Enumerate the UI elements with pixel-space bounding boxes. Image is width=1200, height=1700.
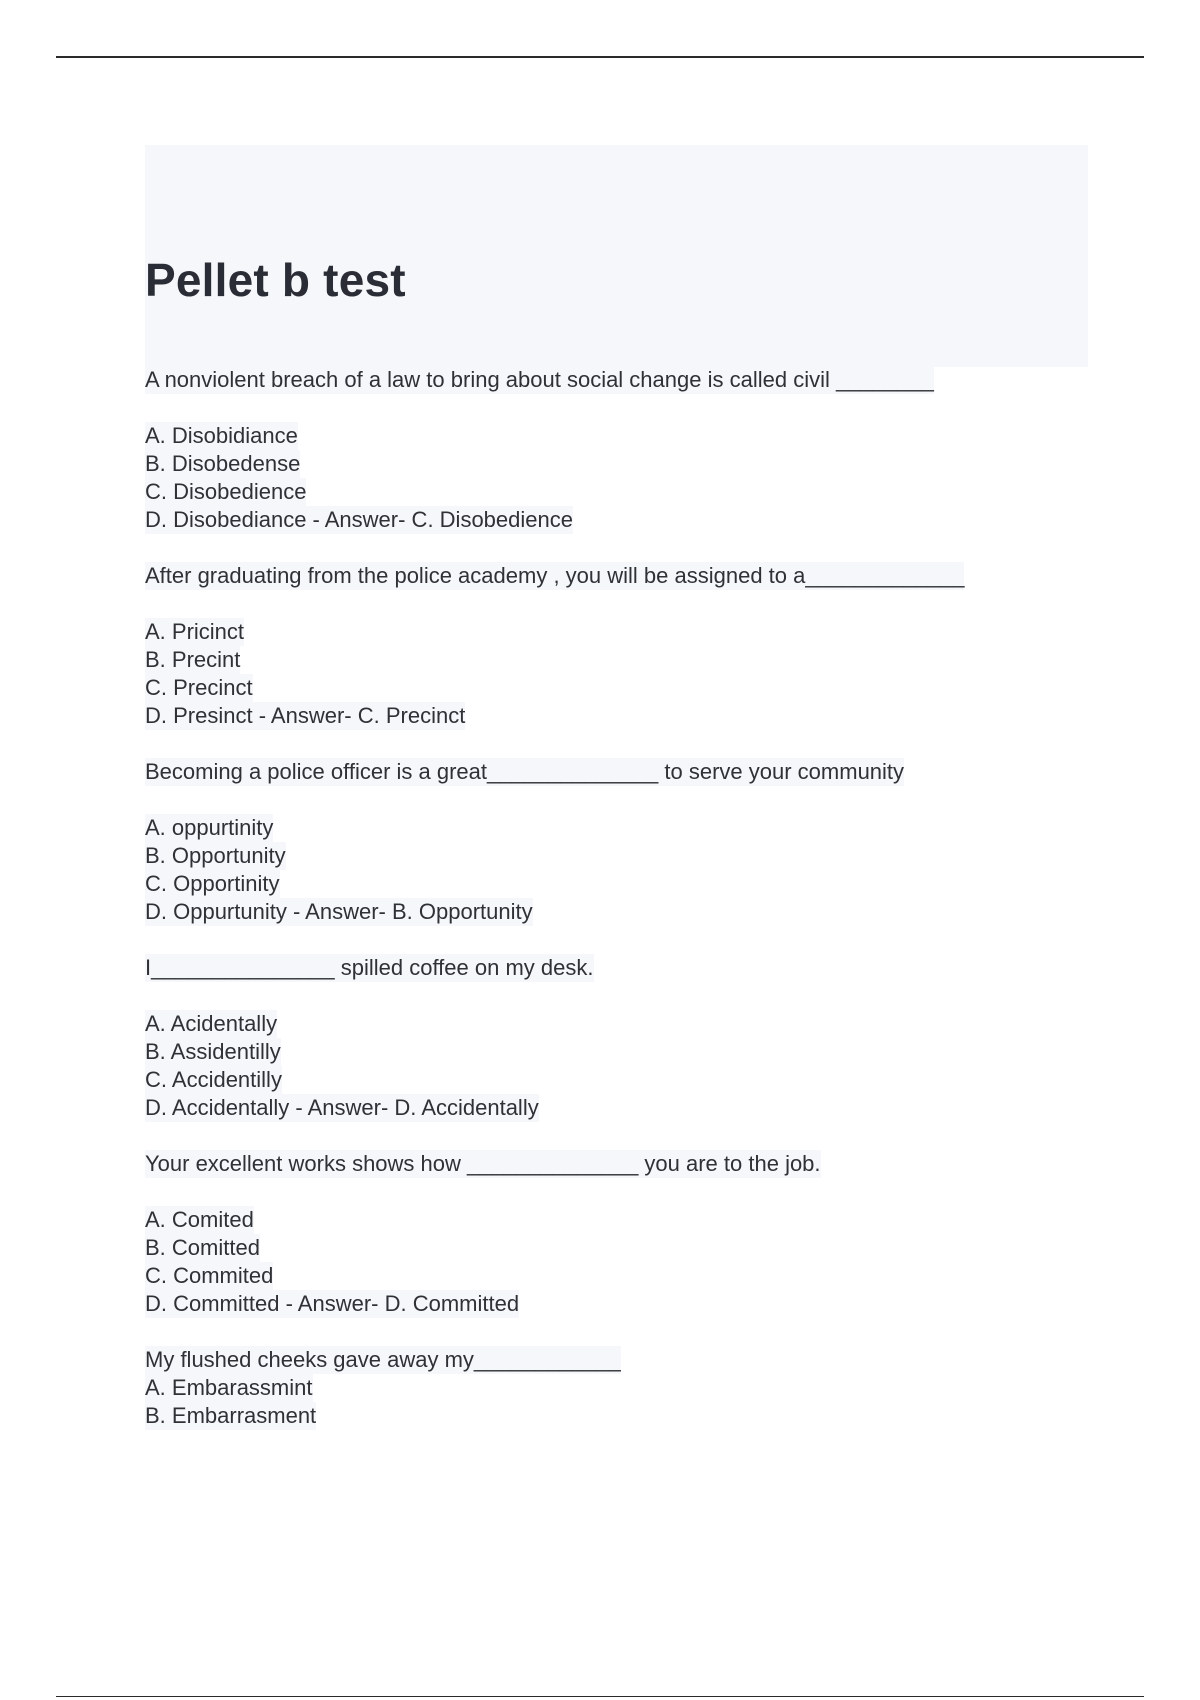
answer-option: A. Acidentally bbox=[145, 1011, 278, 1036]
top-rule bbox=[56, 56, 1144, 58]
question-item bbox=[145, 1346, 1088, 1430]
question-item bbox=[145, 758, 1088, 926]
answer-option: A. Comited bbox=[145, 1207, 254, 1232]
question-text: My flushed cheeks gave away my____________ bbox=[145, 1347, 621, 1372]
answer-option: D. Presinct - Answer- C. Precinct bbox=[145, 703, 466, 728]
question-text: I_______________ spilled coffee on my desk. bbox=[145, 955, 594, 980]
answer-option: B. Comitted bbox=[145, 1235, 260, 1260]
question-text: A nonviolent breach of a law to bring about social change is called civil ________ bbox=[145, 367, 934, 392]
question-item bbox=[145, 562, 1088, 730]
title-block bbox=[145, 145, 1088, 367]
answer-option: B. Assidentilly bbox=[145, 1039, 281, 1064]
answer-option: D. Accidentally - Answer- D. Accidentally bbox=[145, 1095, 539, 1120]
question-text: Becoming a police officer is a great______________ to serve your community bbox=[145, 759, 905, 784]
answer-option: C. Commited bbox=[145, 1263, 274, 1288]
answer-option: A. Disobidiance bbox=[145, 423, 298, 448]
answer-option: A. Pricinct bbox=[145, 619, 245, 644]
bottom-rule bbox=[56, 1696, 1144, 1697]
answer-option: D. Disobediance - Answer- C. Disobedience bbox=[145, 507, 573, 532]
answer-option: D. Committed - Answer- D. Committed bbox=[145, 1291, 520, 1316]
question-item bbox=[145, 366, 1088, 534]
answer-option: C. Opportinity bbox=[145, 871, 280, 896]
answer-option: B. Embarrasment bbox=[145, 1403, 317, 1428]
question-item bbox=[145, 1150, 1088, 1318]
answer-option: D. Oppurtunity - Answer- B. Opportunity bbox=[145, 899, 533, 924]
answer-option: C. Precinct bbox=[145, 675, 253, 700]
answer-option: C. Disobedience bbox=[145, 479, 307, 504]
answer-option: A. Embarassmint bbox=[145, 1375, 313, 1400]
question-item bbox=[145, 954, 1088, 1122]
answer-option: B. Precint bbox=[145, 647, 241, 672]
question-list bbox=[145, 366, 1088, 1458]
answer-option: C. Accidentilly bbox=[145, 1067, 282, 1092]
question-text: After graduating from the police academy , you will be assigned to a_____________ bbox=[145, 563, 965, 588]
answer-option: A. oppurtinity bbox=[145, 815, 274, 840]
page-title: Pellet b test bbox=[145, 254, 406, 306]
answer-option: B. Disobedense bbox=[145, 451, 301, 476]
answer-option: B. Opportunity bbox=[145, 843, 286, 868]
question-text: Your excellent works shows how ______________ you are to the job. bbox=[145, 1151, 821, 1176]
